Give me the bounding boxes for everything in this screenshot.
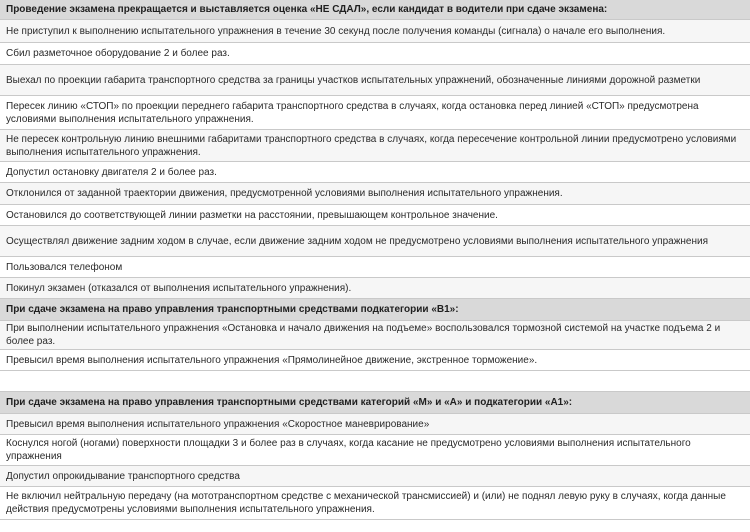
row-text: Осуществлял движение задним ходом в случае, если движение задним ходом не предусмотрено условиями выполнения испытательного упражнения (6, 235, 709, 247)
row-text: Отклонился от заданной траектории движения, предусмотренной условиями выполнения испытательного упражнения. (6, 188, 563, 199)
section-header (0, 0, 750, 20)
row-text: Превысил время выполнения испытательного упражнения «Прямолинейное движение, экстренное торможение». (6, 354, 538, 366)
section-header-text: При сдаче экзамена на право управления транспортными средствами подкатегории «B1»: (6, 304, 459, 315)
row-text: Не приступил к выполнению испытательного упражнения в течение 30 секунд после получения команды (сигнала) о начале его выполнения. (6, 25, 666, 37)
table-row (0, 321, 750, 350)
row-text: Покинул экзамен (отказался от выполнения испытательного упражнения). (6, 282, 352, 294)
table-row (0, 96, 750, 130)
table-row (0, 183, 750, 205)
table-row (0, 487, 750, 520)
row-text: Пересек линию «СТОП» по проекции переднего габарита транспортного средства в случаях, когда остановка перед линией «СТОП» предусмотрена условиями выполнения испытательного упражнения. (6, 100, 699, 125)
table-row (0, 226, 750, 257)
table-row (0, 466, 750, 487)
row-text: Допустил опрокидывание транспортного средства (6, 470, 240, 482)
section-header (0, 392, 750, 414)
table-row (0, 435, 750, 466)
row-text: Пользовался телефоном (6, 261, 123, 273)
table-row (0, 350, 750, 371)
table-row (0, 43, 750, 65)
row-text: Допустил остановку двигателя 2 и более раз. (6, 166, 217, 178)
section-header-text: Проведение экзамена прекращается и выставляется оценка «НЕ СДАЛ», если кандидат в водители при сдаче экзамена: (6, 4, 608, 15)
section-header (0, 299, 750, 321)
section-header-text: При сдаче экзамена на право управления транспортными средствами категорий «M» и «A» и подкатегории «A1»: (6, 397, 573, 408)
table-row (0, 414, 750, 435)
table-row (0, 162, 750, 183)
table-row (0, 278, 750, 299)
table-row (0, 371, 750, 392)
row-text: Не пересек контрольную линию внешними габаритами транспортного средства в случаях, когда пересечение контрольной линии предусмотрено условиями выполнения испытательного упражнения. (6, 133, 737, 158)
row-text: Остановился до соответствующей линии разметки на расстоянии, превышающем контрольное значение. (6, 209, 498, 221)
row-text: Сбил разметочное оборудование 2 и более раз. (6, 48, 230, 59)
row-text: Не включил нейтральную передачу (на мототранспортном средстве с механической трансмиссией) и (или) не поднял левую руку в случаях, когда данные действия предусмотрены условиями выполнения испытательного упражнения. (6, 491, 726, 515)
table-row (0, 20, 750, 43)
table-row (0, 205, 750, 226)
table-row (0, 257, 750, 278)
row-text: Коснулся ногой (ногами) поверхности площадки 3 и более раз в случаях, когда касание не предусмотрено условиями выполнения испытательного упражнения (6, 438, 691, 462)
row-text: При выполнении испытательного упражнения «Остановка и начало движения на подъеме» воспользовался тормозной системой на участке подъема 2 и более раз. (6, 323, 721, 347)
row-text: Превысил время выполнения испытательного упражнения «Скоростное маневрирование» (6, 418, 430, 430)
table-row (0, 130, 750, 162)
table-row (0, 65, 750, 96)
row-text: Выехал по проекции габарита транспортного средства за границы участков испытательных упражнений, обозначенные линиями дорожной разметки (6, 74, 701, 86)
